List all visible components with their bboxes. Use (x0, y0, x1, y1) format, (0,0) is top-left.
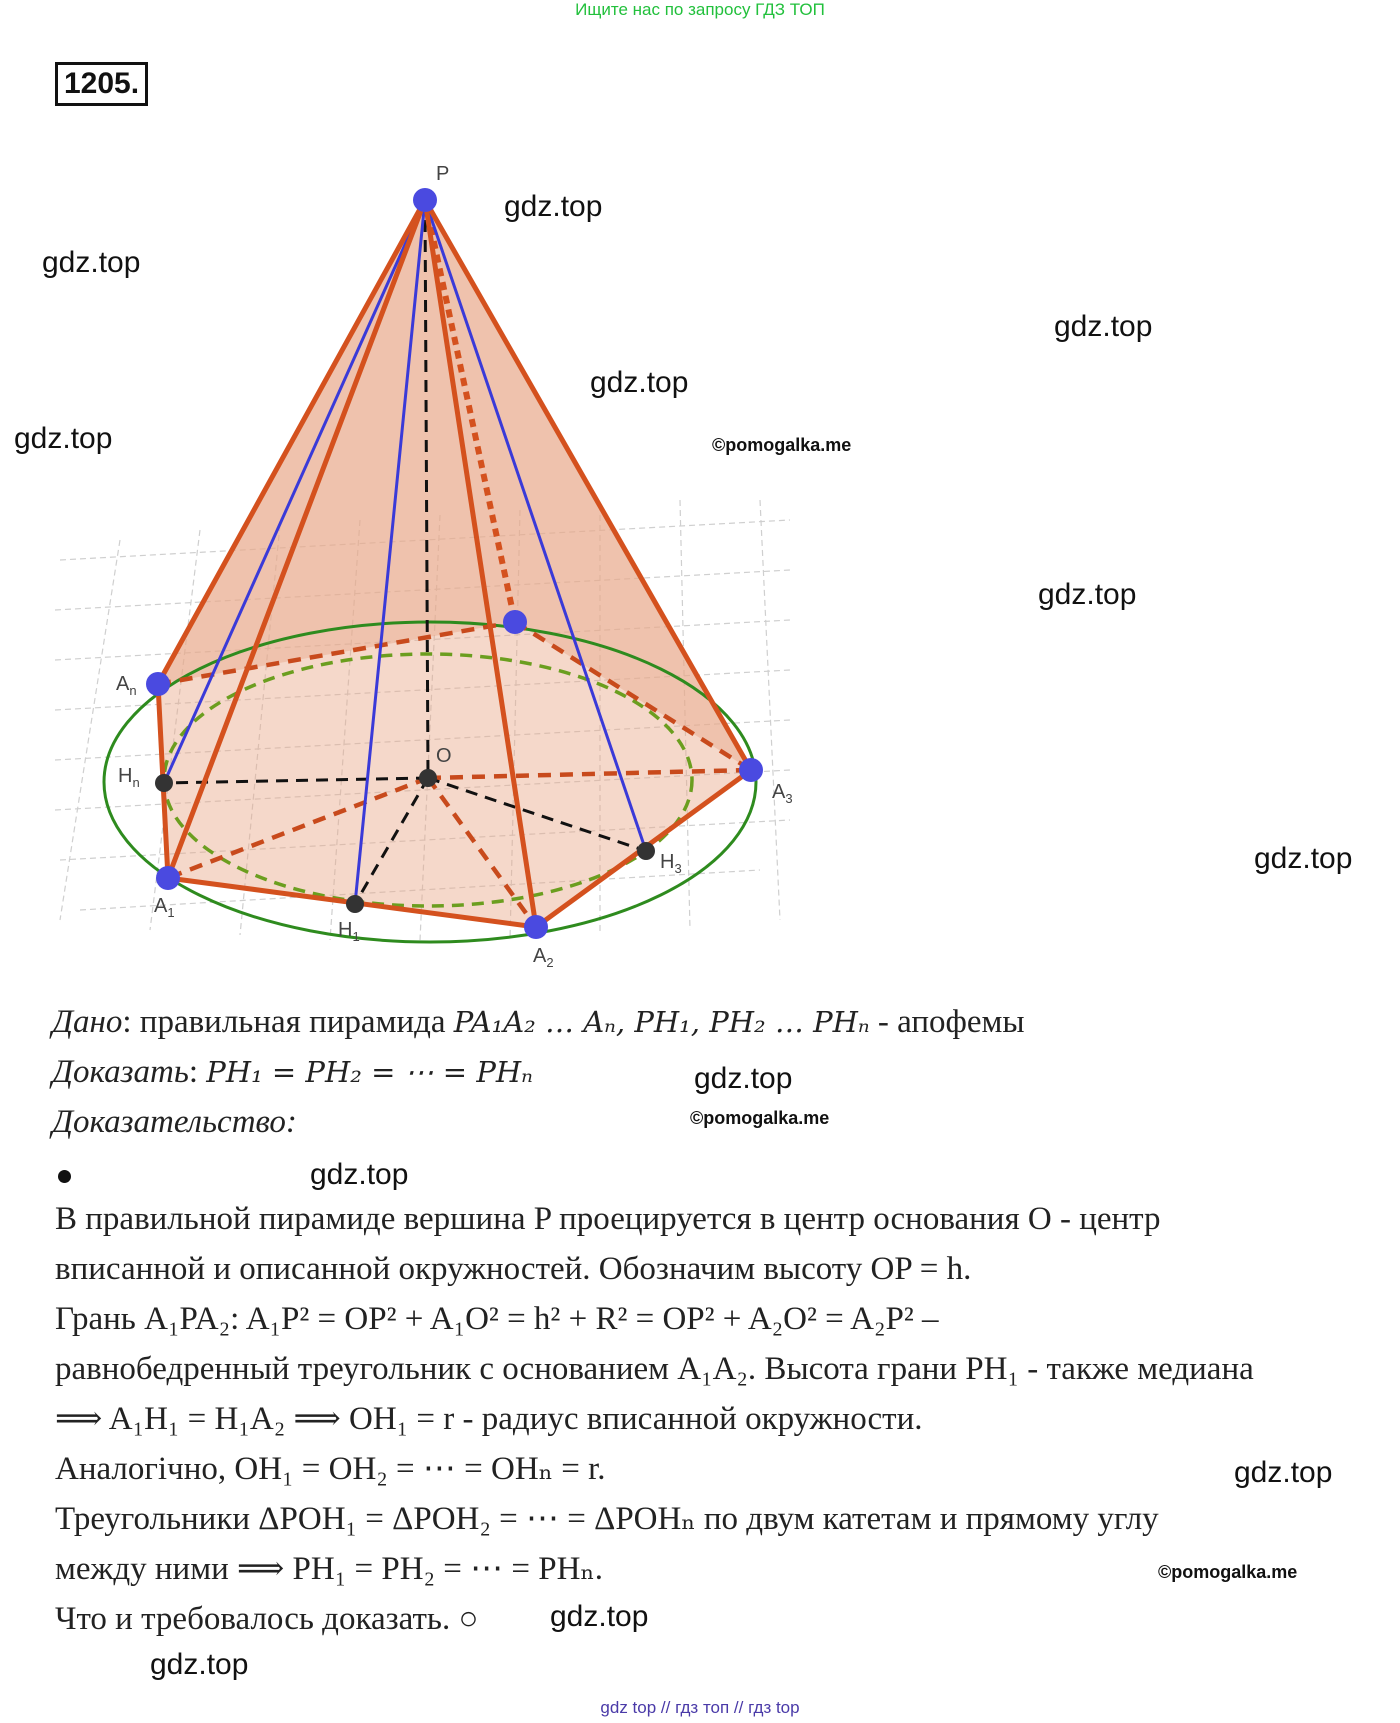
svg-text:A1 (154, 895, 175, 920)
label-A1: A (154, 895, 168, 917)
proof-line: вписанной и описанной окружностей. Обозначим высоту OP = h. (55, 1251, 972, 1287)
watermark: gdz.top (1234, 1456, 1333, 1489)
point-A2 (524, 915, 548, 939)
svg-text:A2 (533, 945, 554, 970)
watermark: gdz.top (1054, 310, 1153, 343)
proof-line: Аналогічно, OH₁ = OH₂ = ⋯ = OHₙ = r. (55, 1451, 606, 1487)
proof-label: Доказательство: (52, 1104, 297, 1140)
task-number: 1205. (55, 62, 148, 106)
given-expression: PA₁A₂ … Aₙ, PH₁, PH₂ … PHₙ (453, 1005, 870, 1039)
watermark: gdz.top (1038, 578, 1137, 611)
proof-line: Грань A₁PA₂: A₁P² = OP² + A₁O² = h² + R² = OP² + A₂O² = A₂P² – (55, 1301, 939, 1337)
prove-line (52, 1047, 533, 1097)
label-P: P (436, 163, 450, 185)
point-Hn (155, 774, 173, 792)
point-P (413, 188, 437, 212)
proof-line: В правильной пирамиде вершина P проецируется в центр основания O - центр (55, 1201, 1161, 1237)
point-H3 (637, 842, 655, 860)
label-A2: A (533, 945, 547, 967)
label-A3-sub: 3 (785, 791, 793, 806)
header-link[interactable]: Ищите нас по запросу ГДЗ ТОП (575, 0, 825, 19)
prove-text: : (188, 1054, 207, 1090)
svg-text:H3 (660, 851, 682, 876)
point-A1 (156, 866, 180, 890)
label-H1-sub: 1 (352, 929, 360, 944)
label-Hn-sub: n (132, 775, 140, 790)
label-H3: H (660, 851, 675, 873)
watermark: gdz.top (550, 1600, 649, 1633)
watermark: gdz.top (42, 246, 141, 279)
svg-text:Hn (118, 765, 140, 790)
given-text: : правильная пирамида (122, 1004, 454, 1040)
prove-expression: PH₁ = PH₂ = ⋯ = PHₙ (206, 1055, 533, 1089)
point-O (419, 769, 437, 787)
copyright: ©pomogalka.me (1158, 1562, 1298, 1582)
given-label: Дано (52, 1004, 123, 1040)
proof-line: между ними ⟹ PH₁ = PH₂ = ⋯ = PHₙ. (55, 1551, 603, 1587)
given-line (52, 997, 1025, 1047)
point-An (146, 672, 170, 696)
label-Hn: H (118, 765, 133, 787)
label-A1-sub: 1 (167, 905, 175, 920)
copyright: ©pomogalka.me (690, 1108, 830, 1128)
svg-text:An (116, 673, 137, 698)
watermark: gdz.top (150, 1648, 249, 1681)
point-A-back (503, 610, 527, 634)
watermark: gdz.top (504, 190, 603, 223)
given-tail: - апофемы (869, 1004, 1025, 1040)
svg-text:H1 (338, 919, 360, 944)
watermark: gdz.top (694, 1062, 793, 1095)
bullet-point (58, 1170, 71, 1183)
label-An-sub: n (129, 683, 137, 698)
watermark: gdz.top (14, 422, 113, 455)
prove-label: Доказать (52, 1054, 189, 1090)
copyright: ©pomogalka.me (712, 435, 852, 455)
label-A3: A (772, 781, 786, 803)
label-A2-sub: 2 (546, 955, 554, 970)
proof-line: ⟹ A₁H₁ = H₁A₂ ⟹ OH₁ = r - радиус вписанной окружности. (55, 1401, 923, 1437)
label-O: O (436, 745, 452, 767)
watermark: gdz.top (1254, 842, 1353, 875)
proof-line: Треугольники ΔPOH₁ = ΔPOH₂ = ⋯ = ΔPOHₙ по двум катетам и прямому углу (55, 1501, 1159, 1537)
watermark: gdz.top (310, 1158, 409, 1191)
label-An: A (116, 673, 130, 695)
proof-line: равнобедренный треугольник с основанием A₁A₂. Высота грани PH₁ - также медиана (55, 1351, 1254, 1387)
point-H1 (346, 895, 364, 913)
watermark: gdz.top (590, 366, 689, 399)
footer-links[interactable]: gdz top // гдз топ // гдз top (600, 1698, 800, 1717)
label-H1: H (338, 919, 353, 941)
point-A3 (739, 758, 763, 782)
proof-line: Что и требовалось доказать. ○ (55, 1601, 479, 1637)
svg-text:A3 (772, 781, 793, 806)
label-H3-sub: 3 (674, 861, 682, 876)
